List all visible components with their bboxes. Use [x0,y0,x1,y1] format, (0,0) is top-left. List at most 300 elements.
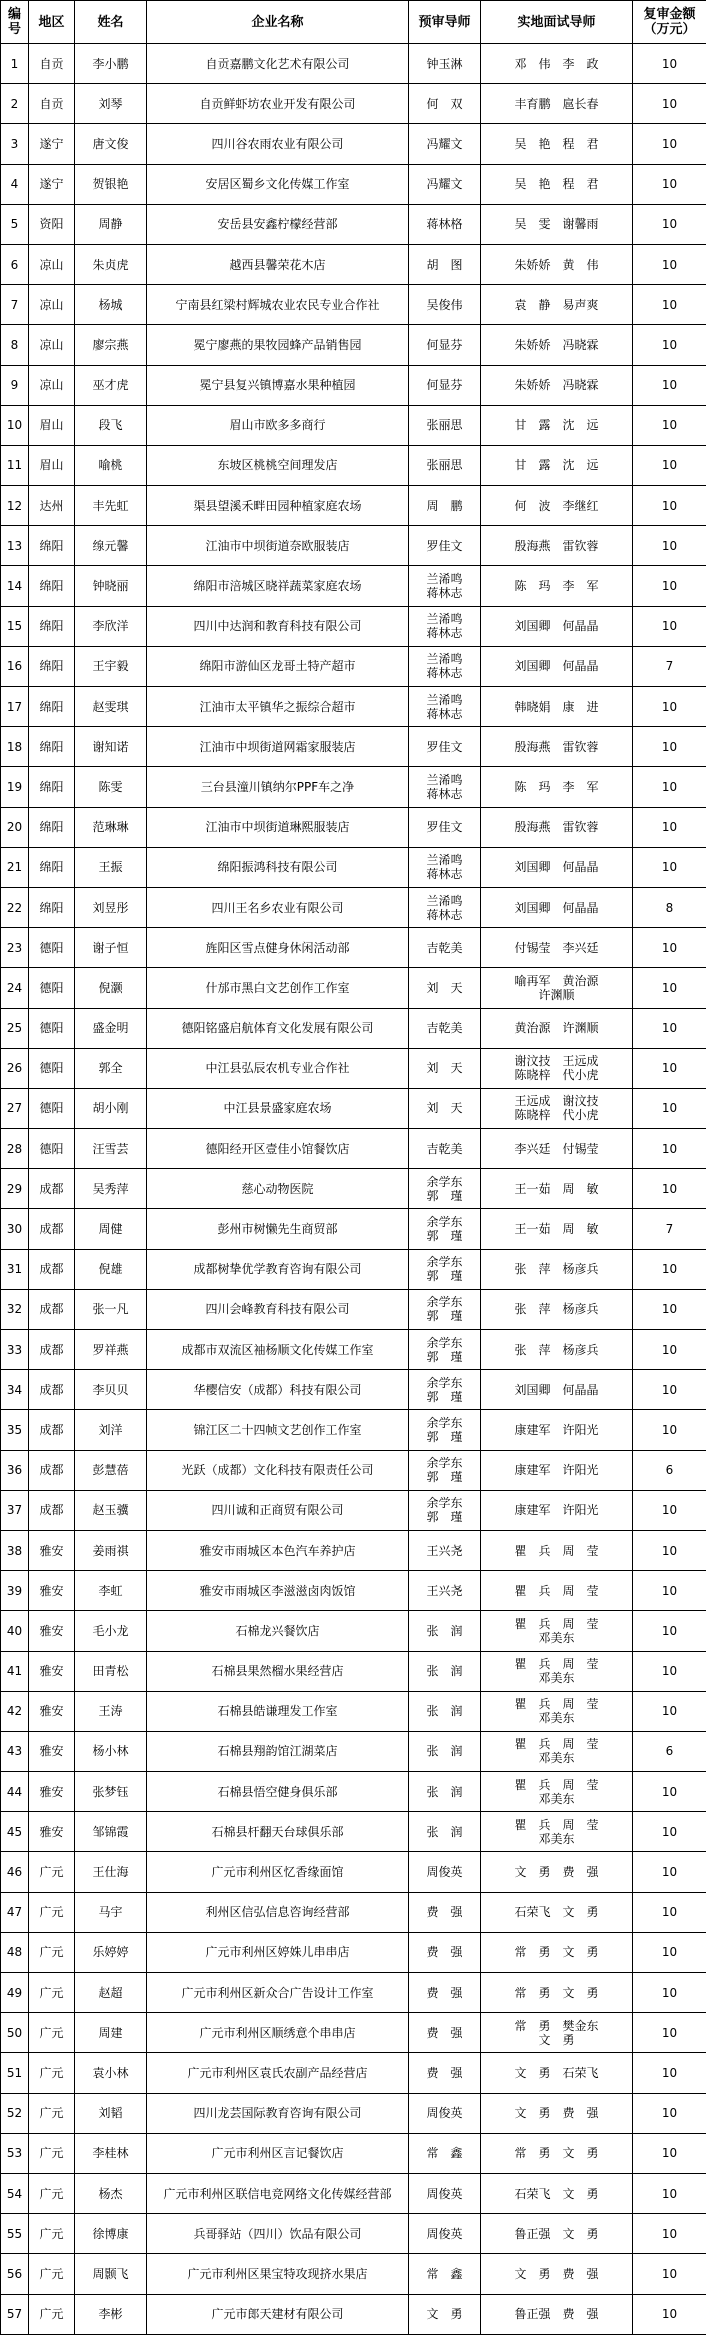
row-amount: 10 [633,1410,706,1450]
row-amount: 10 [633,2214,706,2254]
row-preliminary-mentor: 余学东 郭 瑾 [409,1450,481,1490]
table-row [1,2093,706,2133]
row-field-mentor: 丰育鹏 扈长春 [481,84,633,124]
row-preliminary-mentor: 张丽思 [409,405,481,445]
row-field-mentor: 康建军 许阳光 [481,1410,633,1450]
row-number: 13 [1,526,29,566]
row-region: 雅安 [29,1812,75,1852]
row-number: 37 [1,1490,29,1530]
row-preliminary-mentor: 常 鑫 [409,2254,481,2294]
row-number: 39 [1,1571,29,1611]
table-row [1,847,706,887]
row-preliminary-mentor: 余学东 郭 瑾 [409,1249,481,1289]
row-region: 凉山 [29,244,75,284]
row-region: 自贡 [29,84,75,124]
row-field-mentor: 文 勇 石荣飞 [481,2053,633,2093]
row-name: 范琳琳 [75,807,147,847]
table-row [1,486,706,526]
row-amount: 10 [633,1852,706,1892]
row-number: 49 [1,1973,29,2013]
table-row [1,566,706,606]
row-field-mentor: 鲁正强 费 强 [481,2294,633,2334]
row-preliminary-mentor: 兰浠鸣 蒋林志 [409,847,481,887]
row-amount: 7 [633,1209,706,1249]
table-row [1,928,706,968]
row-company: 江油市中坝街道奈欧服装店 [147,526,409,566]
row-company: 广元市利州区新众合广告设计工作室 [147,1973,409,2013]
row-company: 冕宁县复兴镇博嘉水果种植园 [147,365,409,405]
row-field-mentor: 殷海燕 雷钦蓉 [481,526,633,566]
row-name: 姜雨祺 [75,1530,147,1570]
table-row [1,1571,706,1611]
row-preliminary-mentor: 吴俊伟 [409,285,481,325]
row-region: 眉山 [29,445,75,485]
row-preliminary-mentor: 王兴尧 [409,1571,481,1611]
row-company: 渠县望溪禾畔田园种植家庭农场 [147,486,409,526]
table-row [1,2013,706,2053]
row-name: 刘琴 [75,84,147,124]
row-field-mentor: 文 勇 费 强 [481,2254,633,2294]
row-region: 绵阳 [29,807,75,847]
row-number: 33 [1,1330,29,1370]
row-company: 江油市中坝街道网霜家服装店 [147,727,409,767]
row-number: 25 [1,1008,29,1048]
row-amount: 10 [633,365,706,405]
row-number: 34 [1,1370,29,1410]
row-field-mentor: 瞿 兵 周 莹 邓美东 [481,1611,633,1651]
row-amount: 10 [633,1088,706,1128]
row-preliminary-mentor: 吉乾美 [409,928,481,968]
table-header [1,1,706,44]
row-amount: 10 [633,44,706,84]
row-amount: 10 [633,486,706,526]
row-region: 德阳 [29,1129,75,1169]
row-region: 成都 [29,1289,75,1329]
row-name: 刘洋 [75,1410,147,1450]
row-company: 四川中达润和教育科技有限公司 [147,606,409,646]
row-name: 赵超 [75,1973,147,2013]
row-preliminary-mentor: 费 强 [409,1973,481,2013]
row-company: 雅安市雨城区本色汽车养护店 [147,1530,409,1570]
row-number: 8 [1,325,29,365]
row-preliminary-mentor: 余学东 郭 瑾 [409,1330,481,1370]
row-number: 24 [1,968,29,1008]
table-row [1,365,706,405]
row-field-mentor: 甘 露 沈 远 [481,445,633,485]
row-region: 广元 [29,2053,75,2093]
row-amount: 10 [633,1611,706,1651]
row-region: 雅安 [29,1691,75,1731]
row-company: 眉山市欧多多商行 [147,405,409,445]
row-field-mentor: 常 勇 樊金东 文 勇 [481,2013,633,2053]
row-name: 丰先虹 [75,486,147,526]
row-amount: 10 [633,1008,706,1048]
row-company: 广元市利州区言记餐饮店 [147,2133,409,2173]
row-field-mentor: 朱娇娇 黄 伟 [481,244,633,284]
row-company: 广元市利州区顺绣意个串串店 [147,2013,409,2053]
row-amount: 10 [633,968,706,1008]
row-region: 雅安 [29,1772,75,1812]
row-field-mentor: 瞿 兵 周 莹 邓美东 [481,1691,633,1731]
row-company: 成都市双流区袖杨顺文化传媒工作室 [147,1330,409,1370]
table-row [1,767,706,807]
row-number: 57 [1,2294,29,2334]
row-amount: 10 [633,2053,706,2093]
table-row [1,1892,706,1932]
row-amount: 10 [633,1932,706,1972]
row-amount: 6 [633,1450,706,1490]
row-name: 谢子恒 [75,928,147,968]
row-preliminary-mentor: 冯耀文 [409,164,481,204]
row-preliminary-mentor: 罗佳文 [409,727,481,767]
row-number: 7 [1,285,29,325]
row-amount: 10 [633,1892,706,1932]
row-field-mentor: 常 勇 文 勇 [481,1932,633,1972]
row-preliminary-mentor: 吉乾美 [409,1008,481,1048]
row-name: 缐元馨 [75,526,147,566]
row-region: 雅安 [29,1611,75,1651]
row-company: 旌阳区雪点健身休闲活动部 [147,928,409,968]
row-field-mentor: 王远成 谢汶技 陈晓梓 代小虎 [481,1088,633,1128]
row-field-mentor: 喻再军 黄治源 许渊顺 [481,968,633,1008]
row-preliminary-mentor: 周俊英 [409,2214,481,2254]
row-region: 凉山 [29,365,75,405]
table-row [1,807,706,847]
row-region: 广元 [29,2254,75,2294]
row-company: 德阳铭盛启航体育文化发展有限公司 [147,1008,409,1048]
row-field-mentor: 瞿 兵 周 莹 [481,1530,633,1570]
row-region: 成都 [29,1209,75,1249]
row-name: 邹锦霞 [75,1812,147,1852]
row-field-mentor: 吴 艳 程 君 [481,124,633,164]
row-company: 石棉县果然榴水果经营店 [147,1651,409,1691]
table-row [1,124,706,164]
row-amount: 10 [633,1370,706,1410]
row-preliminary-mentor: 费 强 [409,2013,481,2053]
row-field-mentor: 韩晓娟 康 进 [481,687,633,727]
row-region: 凉山 [29,285,75,325]
row-name: 李贝贝 [75,1370,147,1410]
row-field-mentor: 吴 艳 程 君 [481,164,633,204]
row-region: 成都 [29,1410,75,1450]
table-row [1,325,706,365]
row-name: 袁小林 [75,2053,147,2093]
row-preliminary-mentor: 蒋林格 [409,204,481,244]
row-preliminary-mentor: 余学东 郭 瑾 [409,1490,481,1530]
table-row [1,1611,706,1651]
row-region: 雅安 [29,1651,75,1691]
row-name: 朱贞虎 [75,244,147,284]
row-name: 罗祥燕 [75,1330,147,1370]
row-amount: 7 [633,646,706,686]
row-number: 29 [1,1169,29,1209]
row-name: 胡小刚 [75,1088,147,1128]
row-name: 倪雄 [75,1249,147,1289]
row-preliminary-mentor: 文 勇 [409,2294,481,2334]
row-number: 27 [1,1088,29,1128]
row-region: 绵阳 [29,646,75,686]
row-company: 中江县弘辰农机专业合作社 [147,1048,409,1088]
row-amount: 10 [633,1289,706,1329]
row-preliminary-mentor: 余学东 郭 瑾 [409,1209,481,1249]
row-number: 4 [1,164,29,204]
row-preliminary-mentor: 兰浠鸣 蒋林志 [409,566,481,606]
row-preliminary-mentor: 周俊英 [409,2173,481,2213]
row-number: 50 [1,2013,29,2053]
row-name: 王仕海 [75,1852,147,1892]
row-company: 自贡鲜虾坊农业开发有限公司 [147,84,409,124]
row-number: 20 [1,807,29,847]
row-amount: 10 [633,84,706,124]
row-region: 广元 [29,1852,75,1892]
row-field-mentor: 瞿 兵 周 莹 邓美东 [481,1772,633,1812]
row-amount: 10 [633,2254,706,2294]
header-field-mentor: 实地面试导师 [481,1,633,44]
row-number: 38 [1,1530,29,1570]
table-row [1,1410,706,1450]
row-number: 51 [1,2053,29,2093]
table-row [1,244,706,284]
row-name: 马宇 [75,1892,147,1932]
row-region: 绵阳 [29,566,75,606]
row-field-mentor: 陈 玛 李 军 [481,566,633,606]
table-row [1,1129,706,1169]
row-region: 雅安 [29,1571,75,1611]
row-region: 德阳 [29,928,75,968]
row-preliminary-mentor: 费 强 [409,1892,481,1932]
row-name: 赵玉骥 [75,1490,147,1530]
table-body [1,44,706,2335]
header-row [1,1,706,44]
row-name: 唐文俊 [75,124,147,164]
row-company: 安岳县安鑫柠檬经营部 [147,204,409,244]
row-name: 周颢飞 [75,2254,147,2294]
row-company: 绵阳市涪城区晓祥蔬菜家庭农场 [147,566,409,606]
row-field-mentor: 黄治源 许渊顺 [481,1008,633,1048]
row-amount: 10 [633,1129,706,1169]
row-region: 眉山 [29,405,75,445]
row-company: 越西县馨荣花木店 [147,244,409,284]
table-row [1,887,706,927]
row-number: 9 [1,365,29,405]
row-preliminary-mentor: 罗佳文 [409,526,481,566]
table-row [1,2254,706,2294]
row-number: 10 [1,405,29,445]
row-company: 石棉龙兴餐饮店 [147,1611,409,1651]
row-name: 王振 [75,847,147,887]
row-field-mentor: 常 勇 文 勇 [481,2133,633,2173]
row-name: 毛小龙 [75,1611,147,1651]
row-name: 乐婷婷 [75,1932,147,1972]
table-row [1,606,706,646]
table-row [1,1772,706,1812]
row-region: 成都 [29,1330,75,1370]
row-region: 达州 [29,486,75,526]
row-company: 安居区蜀乡文化传媒工作室 [147,164,409,204]
row-preliminary-mentor: 兰浠鸣 蒋林志 [409,646,481,686]
row-field-mentor: 瞿 兵 周 莹 邓美东 [481,1731,633,1771]
row-name: 周静 [75,204,147,244]
row-amount: 10 [633,2013,706,2053]
row-field-mentor: 王一茹 周 敏 [481,1169,633,1209]
row-name: 贺银艳 [75,164,147,204]
row-number: 3 [1,124,29,164]
row-field-mentor: 何 波 李继红 [481,486,633,526]
header-region: 地区 [29,1,75,44]
row-company: 宁南县红梁村辉城农业农民专业合作社 [147,285,409,325]
row-preliminary-mentor: 刘 天 [409,1048,481,1088]
row-number: 2 [1,84,29,124]
row-region: 绵阳 [29,887,75,927]
row-preliminary-mentor: 钟玉淋 [409,44,481,84]
row-name: 盛金明 [75,1008,147,1048]
row-preliminary-mentor: 刘 天 [409,1088,481,1128]
table-row [1,1530,706,1570]
row-preliminary-mentor: 余学东 郭 瑾 [409,1169,481,1209]
row-region: 绵阳 [29,767,75,807]
table-row [1,1490,706,1530]
row-field-mentor: 文 勇 费 强 [481,1852,633,1892]
row-amount: 10 [633,807,706,847]
row-number: 36 [1,1450,29,1490]
row-name: 刘昱彤 [75,887,147,927]
table-row [1,1330,706,1370]
row-preliminary-mentor: 兰浠鸣 蒋林志 [409,606,481,646]
row-company: 光跃（成都）文化科技有限责任公司 [147,1450,409,1490]
row-company: 石棉县翔韵馆江湖菜店 [147,1731,409,1771]
row-preliminary-mentor: 余学东 郭 瑾 [409,1410,481,1450]
row-region: 广元 [29,2013,75,2053]
row-company: 彭州市树懒先生商贸部 [147,1209,409,1249]
row-company: 四川谷农雨农业有限公司 [147,124,409,164]
row-name: 段飞 [75,405,147,445]
row-name: 陈雯 [75,767,147,807]
row-name: 杨小林 [75,1731,147,1771]
row-amount: 10 [633,1571,706,1611]
row-company: 绵阳振鸿科技有限公司 [147,847,409,887]
table-row [1,2053,706,2093]
row-number: 12 [1,486,29,526]
table-row [1,1008,706,1048]
row-number: 43 [1,1731,29,1771]
row-amount: 10 [633,2093,706,2133]
row-number: 32 [1,1289,29,1329]
row-amount: 10 [633,2294,706,2334]
row-number: 41 [1,1651,29,1691]
row-company: 广元市利州区婷姝儿串串店 [147,1932,409,1972]
row-name: 刘韬 [75,2093,147,2133]
row-company: 四川会峰教育科技有限公司 [147,1289,409,1329]
row-amount: 10 [633,1249,706,1289]
row-company: 四川诚和正商贸有限公司 [147,1490,409,1530]
row-preliminary-mentor: 张 润 [409,1651,481,1691]
row-number: 11 [1,445,29,485]
row-field-mentor: 殷海燕 雷钦蓉 [481,727,633,767]
row-field-mentor: 谢汶技 王远成 陈晓梓 代小虎 [481,1048,633,1088]
row-region: 雅安 [29,1530,75,1570]
row-company: 广元市利州区果宝特攻现挤水果店 [147,2254,409,2294]
row-company: 东坡区桃桃空间理发店 [147,445,409,485]
table-row [1,1973,706,2013]
row-amount: 10 [633,1651,706,1691]
row-region: 绵阳 [29,526,75,566]
row-field-mentor: 康建军 许阳光 [481,1450,633,1490]
table-row [1,44,706,84]
row-region: 成都 [29,1249,75,1289]
table-row [1,1048,706,1088]
row-field-mentor: 鲁正强 文 勇 [481,2214,633,2254]
table-row [1,1169,706,1209]
row-name: 徐博康 [75,2214,147,2254]
row-preliminary-mentor: 张丽思 [409,445,481,485]
row-name: 李虹 [75,1571,147,1611]
table-row [1,2214,706,2254]
table-row [1,445,706,485]
row-field-mentor: 张 萍 杨彦兵 [481,1249,633,1289]
row-field-mentor: 瞿 兵 周 莹 邓美东 [481,1651,633,1691]
row-name: 李欣洋 [75,606,147,646]
row-number: 35 [1,1410,29,1450]
row-number: 52 [1,2093,29,2133]
row-region: 凉山 [29,325,75,365]
row-region: 绵阳 [29,606,75,646]
row-preliminary-mentor: 费 强 [409,2053,481,2093]
row-preliminary-mentor: 张 润 [409,1691,481,1731]
row-company: 四川王名乡农业有限公司 [147,887,409,927]
row-company: 成都树挚优学教育咨询有限公司 [147,1249,409,1289]
row-preliminary-mentor: 何 双 [409,84,481,124]
row-company: 德阳经开区壹佳小馆餐饮店 [147,1129,409,1169]
row-name: 杨杰 [75,2173,147,2213]
row-company: 石棉县杆翻天台球俱乐部 [147,1812,409,1852]
row-company: 江油市太平镇华之振综合超市 [147,687,409,727]
row-region: 广元 [29,2214,75,2254]
table-row [1,84,706,124]
row-company: 石棉县皓谦理发工作室 [147,1691,409,1731]
table-row [1,1852,706,1892]
row-preliminary-mentor: 兰浠鸣 蒋林志 [409,687,481,727]
row-preliminary-mentor: 张 润 [409,1611,481,1651]
row-number: 56 [1,2254,29,2294]
row-field-mentor: 张 萍 杨彦兵 [481,1330,633,1370]
row-number: 15 [1,606,29,646]
row-company: 兵哥驿站（四川）饮品有限公司 [147,2214,409,2254]
row-amount: 10 [633,1530,706,1570]
row-company: 广元市利州区袁氏农副产品经营店 [147,2053,409,2093]
row-field-mentor: 甘 露 沈 远 [481,405,633,445]
row-field-mentor: 朱娇娇 冯晓霖 [481,325,633,365]
table-row [1,2173,706,2213]
row-amount: 10 [633,445,706,485]
row-preliminary-mentor: 罗佳文 [409,807,481,847]
row-field-mentor: 陈 玛 李 军 [481,767,633,807]
row-name: 李桂林 [75,2133,147,2173]
row-name: 田青松 [75,1651,147,1691]
row-preliminary-mentor: 周 鹏 [409,486,481,526]
row-name: 张一凡 [75,1289,147,1329]
row-amount: 10 [633,1169,706,1209]
row-company: 锦江区二十四帧文艺创作工作室 [147,1410,409,1450]
table-row [1,1209,706,1249]
row-preliminary-mentor: 何显芬 [409,325,481,365]
row-region: 成都 [29,1490,75,1530]
row-number: 21 [1,847,29,887]
table-row [1,687,706,727]
row-field-mentor: 刘国卿 何晶晶 [481,646,633,686]
row-number: 31 [1,1249,29,1289]
row-name: 喻桃 [75,445,147,485]
header-company: 企业名称 [147,1,409,44]
